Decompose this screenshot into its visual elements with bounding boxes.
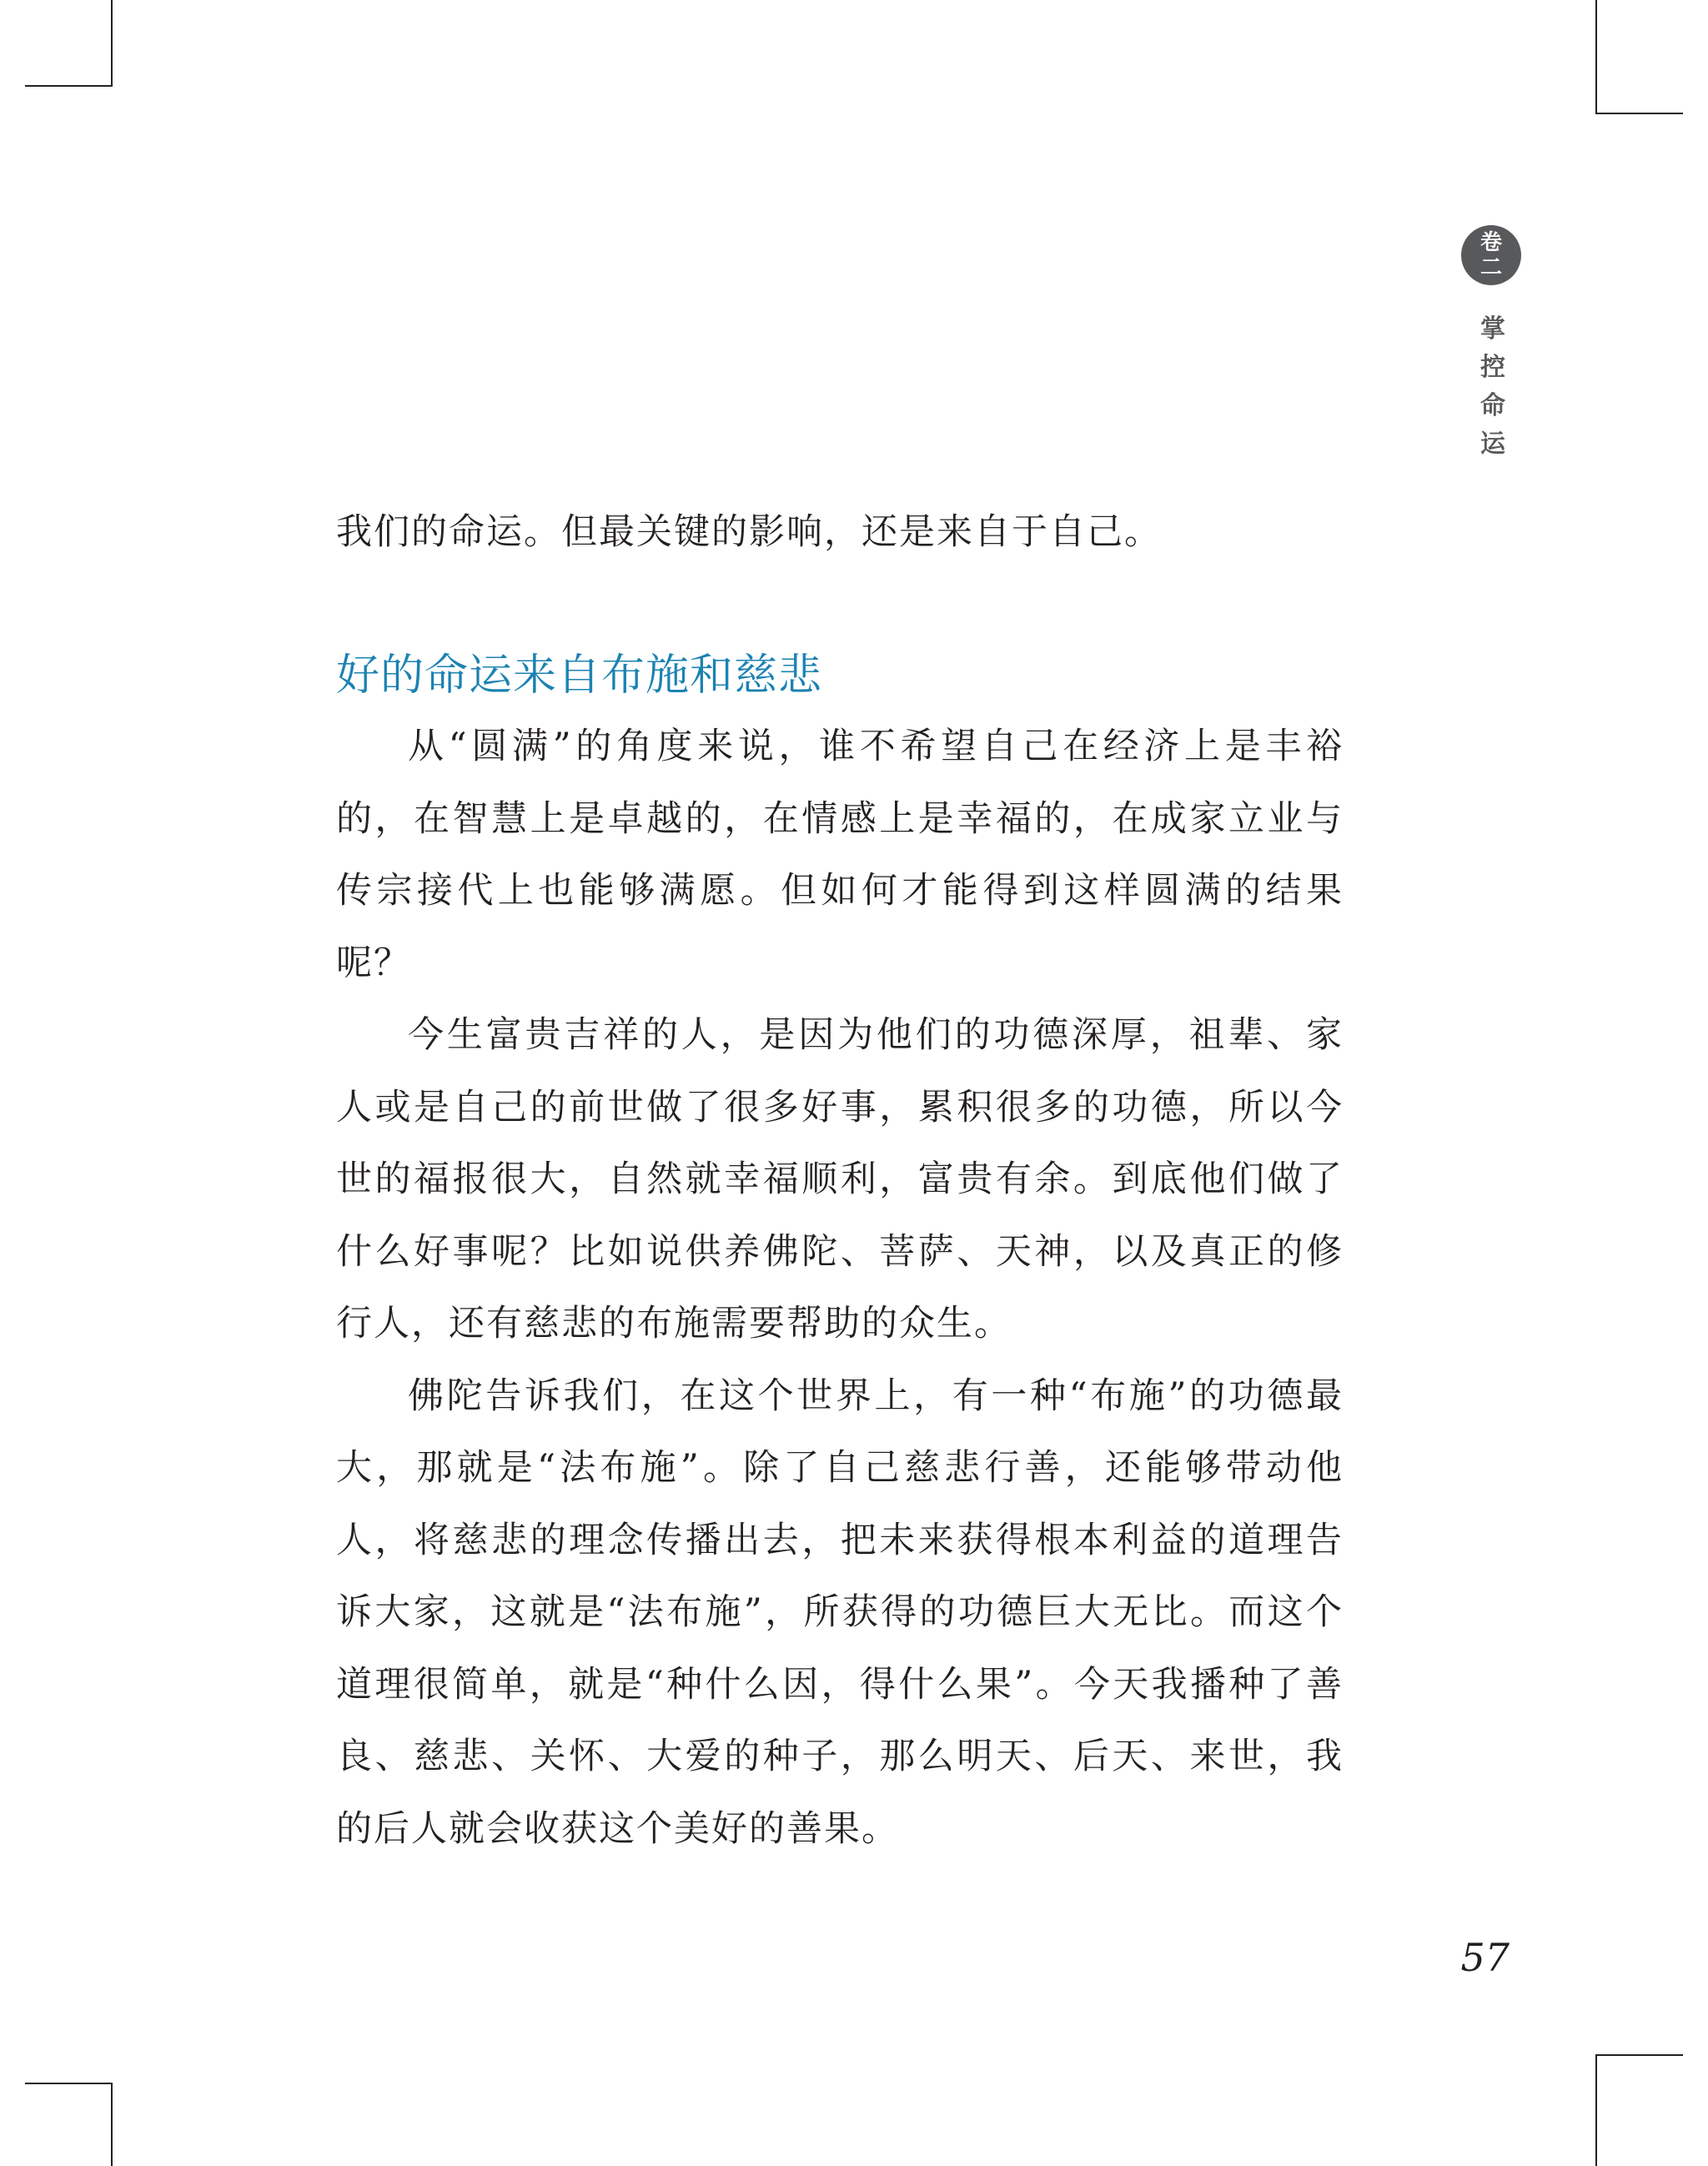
page-number: 57: [1460, 1935, 1510, 1980]
continued-paragraph: [336, 496, 1344, 569]
crop-mark: [25, 85, 113, 87]
crop-mark: [111, 2083, 113, 2166]
section-heading: 好的命运来自布施和慈悲: [336, 651, 823, 701]
paragraph: 今生富贵吉祥的人，是因为他们的功德深厚，祖辈、家人或是自己的前世做了很多好事，累积很多的功德，所以今世的福报很大，自然就幸福顺利，富贵有余。到底他们做了什么好事呢？比如说供养佛陀、菩萨、天神，以及真正的修行人，还有慈悲的布施需要帮助的众生。: [336, 1014, 1344, 1344]
volume-char: 卷: [1479, 230, 1502, 255]
chapter-char: 掌: [1480, 314, 1505, 344]
crop-mark: [25, 2083, 113, 2084]
chapter-char: 命: [1480, 391, 1505, 420]
crop-mark: [1595, 0, 1597, 114]
volume-char: 二: [1479, 255, 1502, 280]
paragraph: 佛陀告诉我们，在这个世界上，有一种“布施”的功德最大，那就是“法布施”。除了自己慈悲行善，还能够带动他人，将慈悲的理念传播出去，把未来获得根本利益的道理告诉大家，这就是“法布施”，所获得的功德巨大无比。而这个道理很简单，就是“种什么因，得什么果”。今天我播种了善良、慈悲、关怀、大爱的种子，那么明天、后天、来世，我的后人就会收获这个美好的善果。: [336, 1374, 1344, 1850]
crop-mark: [1595, 2054, 1597, 2166]
crop-mark: [1595, 2054, 1683, 2056]
volume-badge: [1461, 225, 1521, 285]
crop-mark: [1597, 113, 1683, 114]
chapter-char: 控: [1480, 353, 1505, 382]
chapter-char: 运: [1480, 430, 1505, 459]
paragraph: 从“圆满”的角度来说，谁不希望自己在经济上是丰裕的，在智慧上是卓越的，在情感上是幸福的，在成家立业与传宗接代上也能够满愿。但如何才能得到这样圆满的结果呢？: [336, 726, 1344, 984]
body-text: [336, 711, 1344, 1865]
crop-mark: [111, 0, 113, 87]
paragraph: 我们的命运。但最关键的影响，还是来自于自己。: [336, 511, 1162, 553]
chapter-title-vertical: [1476, 310, 1510, 464]
